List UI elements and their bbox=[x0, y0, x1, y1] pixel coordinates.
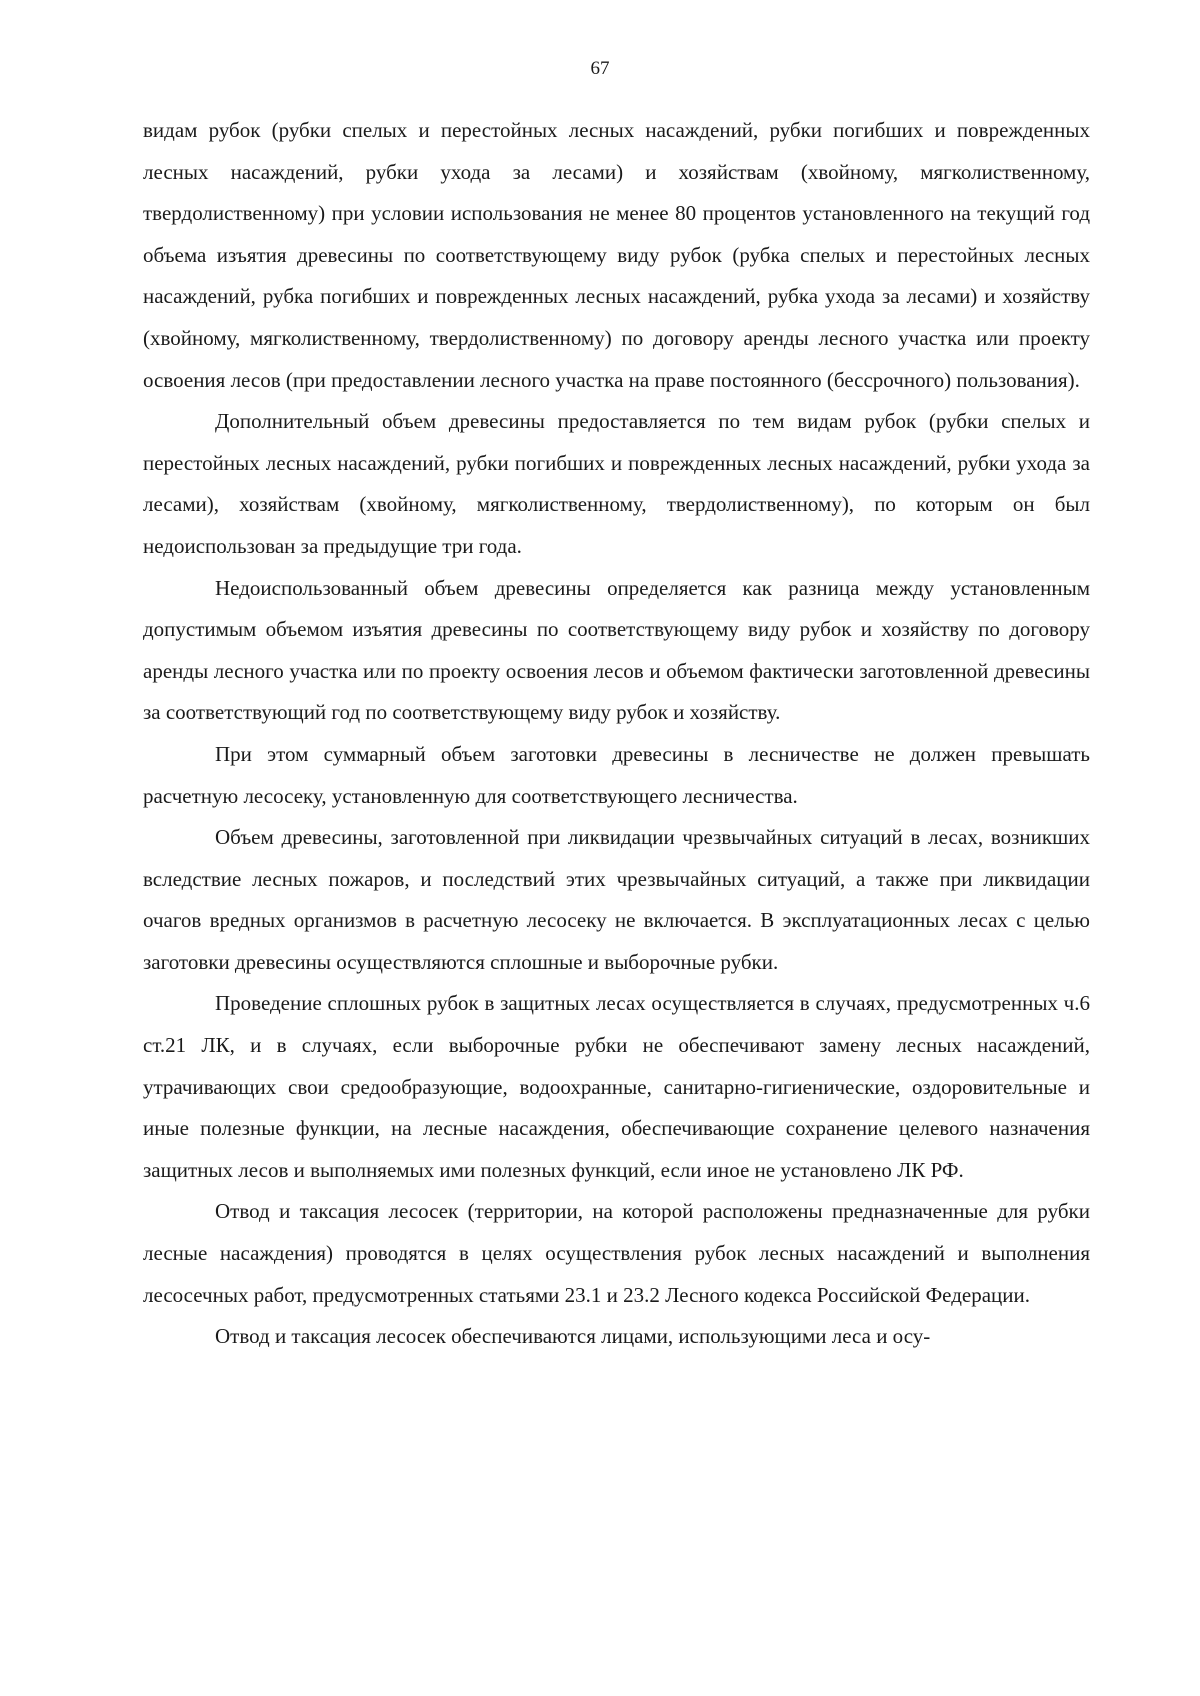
page-number: 67 bbox=[590, 58, 610, 79]
paragraph-total-harvest: При этом суммарный объем заготовки древесины в лесничестве не должен превышать расчетную лесосеку, установленную для соответствующего лесничества. bbox=[143, 741, 1090, 808]
paragraph-continuation: видам рубок (рубки спелых и перестойных лесных насаждений, рубки погибших и поврежденных лесных насаждений, рубки ухода за лесами) и хозяйствам (хвойному, мягколиственному, твердолиственному) при условии использования не менее 80 процентов установленного на текущий год объема изъятия древесины по соответствующему виду рубок (рубка спелых и перестойных лесных насаждений, рубка погибших и поврежденных лесных насаждений, рубка ухода за лесами) и хозяйству (хвойному, мягколиственному, твердолиственному) по договору аренды лесного участка или проекту освоения лесов (при предоставлении лесного участка на праве постоянного (бессрочного) пользования). bbox=[143, 118, 1090, 392]
paragraph-emergency-wood: Объем древесины, заготовленной при ликвидации чрезвычайных ситуаций в лесах, возникших вследствие лесных пожаров, и последствий этих чрезвычайных ситуаций, а также при ликвидации очагов вредных организмов в расчетную лесосеку не включается. В эксплуатационных лесах с целью заготовки древесины осуществляются сплошные и выборочные рубки. bbox=[143, 825, 1090, 974]
paragraph-allotment-taxation: Отвод и таксация лесосек (территории, на которой расположены предназначенные для рубки лесные насаждения) проводятся в целях осуществления рубок лесных насаждений и выполнения лесосечных работ, предусмотренных статьями 23.1 и 23.2 Лесного кодекса Российской Федерации. bbox=[143, 1199, 1090, 1307]
paragraph-underused-volume: Недоиспользованный объем древесины определяется как разница между установленным допустимым объемом изъятия древесины по соответствующему виду рубок и хозяйству по договору аренды лесного участка или по проекту освоения лесов и объемом фактически заготовленной древесины за соответствующий год по соответствующему виду рубок и хозяйству. bbox=[143, 575, 1090, 725]
paragraph-clear-cutting: Проведение сплошных рубок в защитных лесах осуществляется в случаях, предусмотренных ч.6 ст.21 ЛК, и в случаях, если выборочные рубки не обеспечивают замену лесных насаждений, утрачивающих свои средообразующие, водоохранные, санитарно-гигиенические, оздоровительные и иные полезные функции, на лесные насаждения, обеспечивающие сохранение целевого назначения защитных лесов и выполняемых ими полезных функций, если иное не установлено ЛК РФ. bbox=[143, 991, 1090, 1182]
body-text bbox=[143, 110, 1090, 1358]
paragraph-additional-volume: Дополнительный объем древесины предоставляется по тем видам рубок (рубки спелых и перестойных лесных насаждений, рубки погибших и поврежденных лесных насаждений, рубки ухода за лесами), хозяйствам (хвойному, мягколиственному, твердолиственному), по которым он был недоиспользован за предыдущие три года. bbox=[143, 409, 1090, 558]
paragraph-allotment-provision: Отвод и таксация лесосек обеспечиваются лицами, использующими леса и осу- bbox=[215, 1324, 931, 1349]
